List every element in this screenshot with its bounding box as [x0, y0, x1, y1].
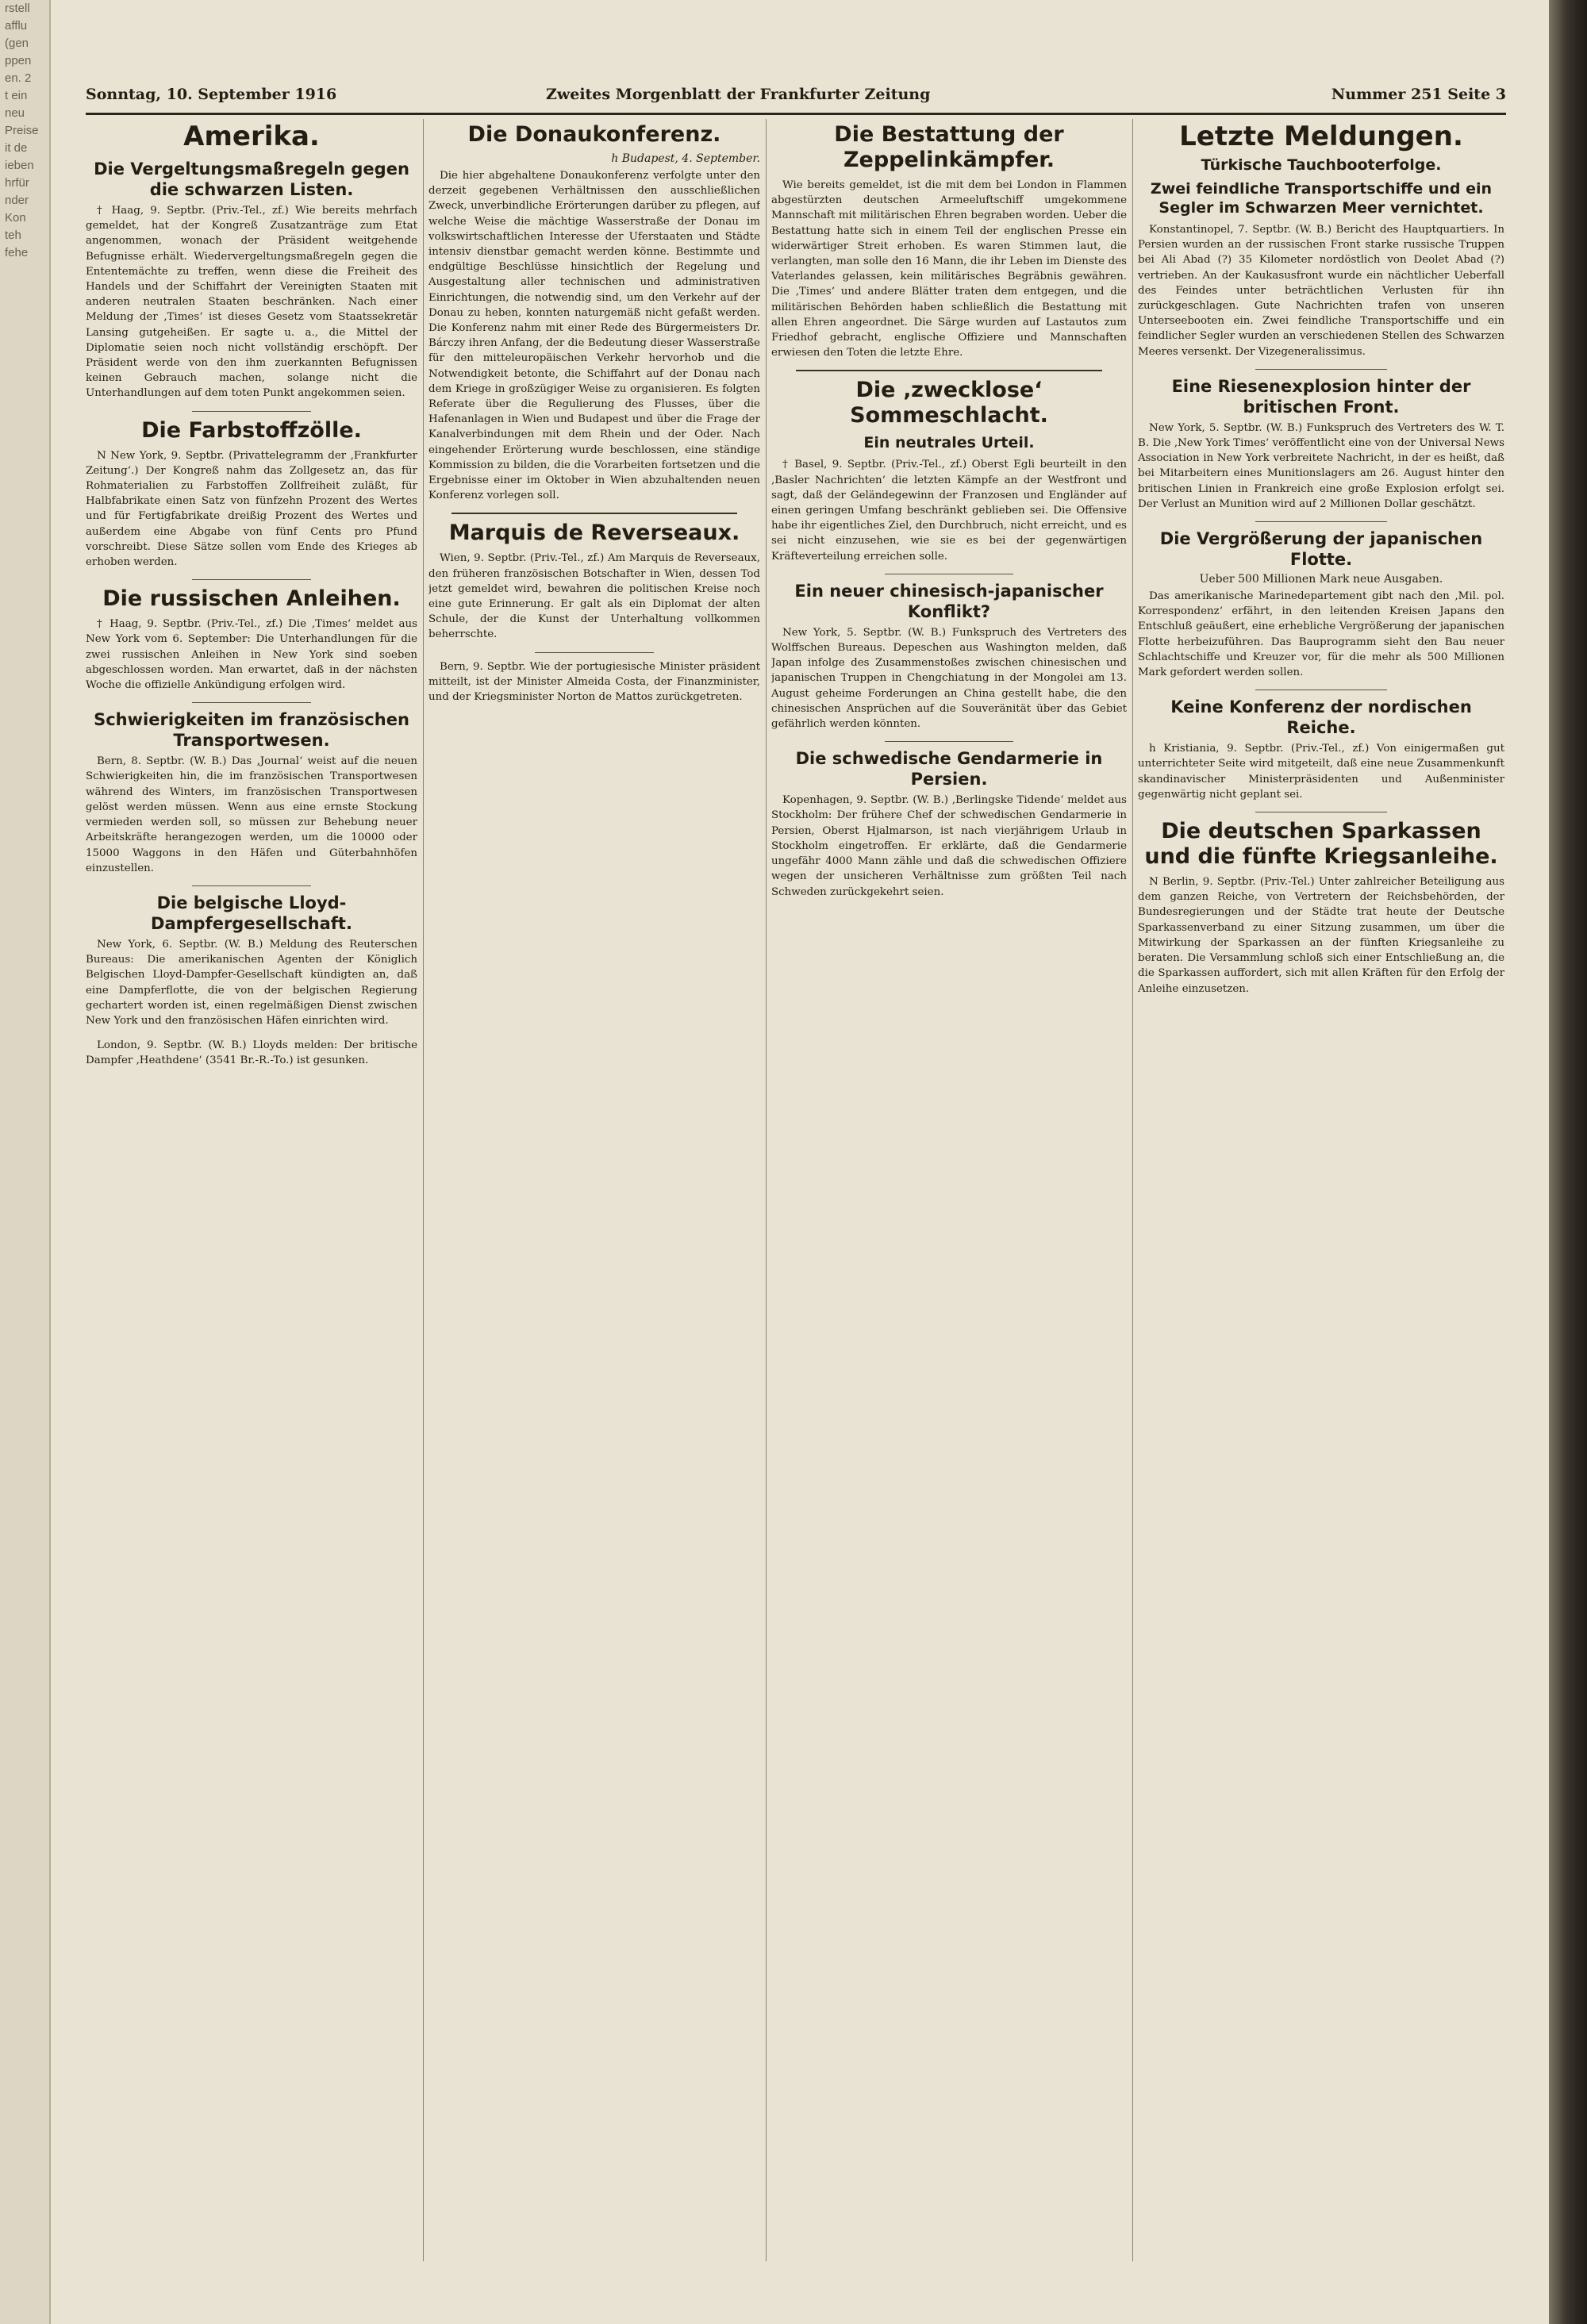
- article-body: London, 9. Septbr. (W. B.) Lloyds melden: Der britische Dampfer ‚Heathdene‘ (3541 Br.-R.-To.) ist gesunken.: [86, 1039, 417, 1067]
- article-body: Kopenhagen, 9. Septbr. (W. B.) ‚Berlingske Tidende‘ meldet aus Stockholm: Der frühere Chef der schwedischen Gendarmerie in Persien, Oberst Hjalmarson, ist nach vierjährigem Urlaub in Stockholm eingetroffen. Er erklärte, daß die Gendarmerie ungefähr 4000 Mann zähle und daß die schwedischen Offiziere wegen der unsicheren Verhältnisse zum größten Teil nach Schweden zurückgekehrt seien.: [771, 794, 1127, 898]
- article-subtitle: Ein neutrales Urteil.: [863, 434, 1035, 452]
- column-1: [86, 119, 417, 2261]
- article-title: Die Vergeltungsmaßregeln gegen die schwarzen Listen.: [94, 159, 409, 199]
- column-divider: [423, 119, 424, 2261]
- article-body: Konstantinopel, 7. Septbr. (W. B.) Bericht des Hauptquartiers. In Persien wurden an der russischen Front starke russische Truppen bei Ali Abad (?) 35 Kilometer nordöstlich von Deolet Abad (?) vertrieben. An der Kaukasusfront wurde ein nächtlicher Ueberfall des Feindes unter beträchtlichen Verlusten für ihn zurückgeschlagen. Gute Nachrichten trafen von unseren Unterseebooten ein. Zwei feindliche Transportschiffe und ein feindlicher Segler wurden an verschiedenen Stellen des Schwarzen Meeres versenkt. Der Vizegeneralissimus.: [1138, 224, 1504, 358]
- article-body: N New York, 9. Septbr. (Privattelegramm der ‚Frankfurter Zeitung‘.) Der Kongreß nahm das Zollgesetz an, das für Rohmaterialien zu Farbstoffen Zollfreiheit zuläßt, für Halbfabrikate einen Satz von fünfzehn Prozent des Wertes und für Fertigfabrikate dreißig Prozent des Wertes und außerdem eine Abgabe von fünf Cents pro Pfund vorschreibt. Diese Sätze sollen vom Ende des Krieges ab erhoben werden.: [86, 449, 417, 569]
- edge-text-fragment: en. 2: [5, 71, 32, 85]
- article-title: Keine Konferenz der nordischen Reiche.: [1170, 697, 1472, 738]
- article-body: N Berlin, 9. Septbr. (Priv.-Tel.) Unter zahlreicher Beteiligung aus dem ganzen Reiche, von Vertretern der Reichsbehörden, der Bundesregierungen und der Städte trat heute der Deutsche Sparkassenverband zu einer Sitzung zusammen, um über die Mitwirkung der Sparkassen an der fünften Kriegsanleihe zu beraten. Die Versammlung schloß sich einer Entschließung an, die die Sparkassen auffordert, sich mit allen Kräften für den Erfolg der Anleihe einzusetzen.: [1138, 876, 1504, 995]
- article-body: Wie bereits gemeldet, ist die mit dem bei London in Flammen abgestürzten deutschen Armeeluftschiff umgekommene Mannschaft mit militärischen Ehren begraben worden. Ueber die Bestattung hatte sich in einem Teil der englischen Presse ein widerwärtiger Streit erhoben. Es waren Stimmen laut, die verlangten, man solle den 16 Mann, die ihr Leben im Dienste des Vaterlandes gelassen, kein militärisches Begräbnis gewähren. Die ‚Times‘ und andere Blätter traten dem entgegen, und die militärischen Behörden haben schließlich die Bestattung mit allen Ehren angeordnet. Die Särge wurden auf Lastautos zum Friedhof gebracht, englische Offiziere und Mannschaften erwiesen den Toten die letzte Ehre.: [771, 179, 1127, 359]
- article-body: † Haag, 9. Septbr. (Priv.-Tel., zf.) Die ‚Times‘ meldet aus New York vom 6. September: Die Unterhandlungen für die zwei russischen Anleihen in New York sind soeben abgeschlossen worden. Man erwartet, daß in der nächsten Woche die offizielle Ankündigung erfolgen wird.: [86, 618, 417, 692]
- article: [1138, 121, 1504, 359]
- article-body: Das amerikanische Marinedepartement gibt nach den ‚Mil. pol. Korrespondenz‘ erfährt, in den leitenden Kreisen Japans den Entschluß geäußert, eine erhebliche Vergrößerung der japanischen Flotte herbeizuführen. Das Bauprogramm sieht den Bau neuer Schlachtschiffe und Kreuzer vor, für die mehr als 500 Millionen Mark gefordert werden sollen.: [1138, 590, 1504, 679]
- edge-text-fragment: rstell: [5, 2, 30, 15]
- article: [86, 418, 417, 570]
- edge-text-fragment: ieben: [5, 159, 34, 172]
- article-title: Die deutschen Sparkassen und die fünfte Kriegsanleihe.: [1144, 819, 1498, 870]
- article-title: Letzte Meldungen.: [1179, 121, 1463, 152]
- edge-text-fragment: hrfür: [5, 176, 29, 190]
- article-title: Die ‚zwecklose‘ Sommeschlacht.: [850, 378, 1048, 428]
- article-body: Die hier abgehaltene Donaukonferenz verfolgte unter den derzeit gegebenen Verhältnissen den ausschließlichen Zweck, unverbindliche Erörterungen darüber zu pflegen, auf welche Weise die mächtige Wasserstraße der Donau im volkswirtschaftlichen Interesse der Uferstaaten und Städte intensiv dienstbar gemacht werden könne. Bestimmte und endgültige Beschlüsse hinsichtlich der Regelung und Ausgestaltung aller technischen und administrativen Einrichtungen, die notwendig sind, um den Verkehr auf der Donau zu heben, konnten naturgemäß nicht gefaßt werden. Die Konferenz nahm mit einer Rede des Bürgermeisters Dr. Bárczy ihren Anfang, der die Bedeutung dieser Wasserstraße für den mitteleuropäischen Verkehr hervorhob und die Notwendigkeit betonte, die Schiffahrt auf der Donau nach dem Kriege in großzügiger Weise zu organisieren. Es folgten Referate über die Regulierung des Flusses, über die Hafenanlagen in Wien und Budapest und über die Frage der Kanalverbindungen mit dem Rhein und der Oder. Nach eingehender Erörterung wurde beschlossen, eine ständige Kommission zu bilden, die die Vorarbeiten fortsetzen und die Ergebnisse einer im Oktober in Wien abzuhaltenden neuen Konferenz vorlegen soll.: [428, 170, 760, 502]
- article-title: Die Donaukonferenz.: [467, 122, 721, 147]
- edge-text-fragment: neu: [5, 106, 25, 120]
- article-title: Die schwedische Gendarmerie in Persien.: [795, 749, 1103, 789]
- article: [86, 159, 417, 401]
- article-title: Die Farbstoffzölle.: [141, 417, 362, 443]
- column-4: [1138, 119, 1504, 2261]
- previous-page-edge: [0, 0, 51, 2324]
- article: [428, 520, 760, 642]
- article-body: h Kristiania, 9. Septbr. (Priv.-Tel., zf.) Von einigermaßen gut unterrichteter Seite wird mitgeteilt, daß eine neue Zusammenkunft skandinavischer Ministerpräsidenten und Außenminister gegenwärtig nicht geplant sei.: [1138, 743, 1504, 801]
- column-divider: [1132, 119, 1133, 2261]
- article-title: Die Vergrößerung der japanischen Flotte.: [1159, 529, 1483, 570]
- edge-text-fragment: Preise: [5, 124, 39, 137]
- article-title: Die belgische Lloyd-Dampfergesellschaft.: [151, 893, 352, 933]
- column-divider: [766, 119, 767, 2261]
- article-body: Bern, 8. Septbr. (W. B.) Das ‚Journal‘ weist auf die neuen Schwierigkeiten hin, die im französischen Transportwesen während des Winters, im französischen Transportwesen gelöst werden müssen. Wenn aus eine ernste Stockung vermieden werden soll, so müssen zur Behebung neuer Arbeitskräfte herangezogen werden, um die 10000 oder 15000 Waggons in den Häfen und Güterbahnhöfen einzustellen.: [86, 755, 417, 874]
- article-title: Die Bestattung der Zeppelinkämpfer.: [834, 122, 1064, 172]
- edge-text-fragment: ppen: [5, 54, 32, 67]
- column-3: [771, 119, 1127, 2261]
- article-title: Eine Riesenexplosion hinter der britischen Front.: [1171, 376, 1471, 417]
- article-body: New York, 5. Septbr. (W. B.) Funkspruch des Vertreters des W. T. B. Die ‚New York Times‘ veröffentlicht eine von der Universal News Association in New York verbreitete Nachricht, in der es heißt, daß bei Mitarbeitern eines Munitionslagers am 26. August hinter den britischen Linien in Frankreich eine große Explosion erfolgt sei. Der Verlust an Munition wird auf 2 Millionen Dollar geschätzt.: [1138, 421, 1504, 510]
- article: [86, 586, 417, 693]
- header-rule: [86, 113, 1506, 115]
- page-header: [86, 86, 1506, 108]
- edge-text-fragment: afflu: [5, 19, 28, 33]
- edge-text-fragment: (gen: [5, 36, 29, 50]
- edge-text-fragment: nder: [5, 194, 29, 207]
- article: [86, 709, 417, 876]
- article-body: Bern, 9. Septbr. Wie der portugiesische Minister präsident mitteilt, ist der Minister Almeida Costa, der Finanzminister, und der Kriegsminister Norton de Mattos zurückgetreten.: [428, 660, 760, 704]
- article-title: Ein neuer chinesisch-japanischer Konflikt?: [794, 581, 1104, 621]
- article: [1138, 819, 1504, 997]
- article: [428, 659, 760, 705]
- edge-text-fragment: teh: [5, 229, 21, 242]
- article-subtitle: Zwei feindliche Transportschiffe und ein Segler im Schwarzen Meer vernichtet.: [1150, 180, 1493, 217]
- edge-text-fragment: fehe: [5, 246, 29, 259]
- article: [771, 581, 1127, 732]
- article-body: † Haag, 9. Septbr. (Priv.-Tel., zf.) Wie bereits mehrfach gemeldet, hat der Kongreß Zusatzanträge zum Etat angenommen, wonach der Präsident weitgehende Befugnisse erhält. Wiedervergeltungsmaßregeln gegen die Ententemächte zu treffen, wenn diese die Freiheit des Handels und der Schiffahrt der Vereinigten Staaten mit anderen neutralen Staaten beschränken. Nach einer Meldung der ‚Times‘ ist dieses Gesetz vom Staatssekretär Lansing gutgeheißen. Er sagte u. a., die Mittel der Diplomatie seien noch nicht vollständig erschöpft. Der Präsident werde von den ihm zuerkannten Befugnissen keinen Gebrauch machen, solange nicht die Unterhandlungen auf dem toten Punkt angekommen seien.: [86, 205, 417, 400]
- header-masthead: Zweites Morgenblatt der Frankfurter Zeitung: [546, 86, 931, 103]
- article-body: † Basel, 9. Septbr. (Priv.-Tel., zf.) Oberst Egli beurteilt in den ‚Basler Nachrichten‘ die letzten Kämpfe an der Westfront und sagt, daß der Geländegewinn der Franzosen und Engländer auf einen geringen Umfang beschränkt geblieben sei. Die Offensive habe ihr eigentliches Ziel, den Durchbruch, nicht erreicht, und es sei nicht einzusehen, wie sie es bei der gegenwärtigen Kräfteverteilung erreichen solle.: [771, 459, 1127, 563]
- article-body: New York, 5. Septbr. (W. B.) Funkspruch des Vertreters des Wolffschen Bureaus. Depeschen aus Washington melden, daß Japan infolge des Zusammenstoßes zwischen chinesischen und japanischen Truppen in Chengchiatung in der Mongolei am 13. August geheime Forderungen an China gestellt habe, die den chinesischen Ansprüchen auf die Souveränität über das Gebiet gefährlich werden könnten.: [771, 626, 1127, 731]
- edge-text-fragment: t ein: [5, 89, 28, 102]
- article-title: Die russischen Anleihen.: [102, 586, 401, 612]
- header-page-number: Nummer 251 Seite 3: [1331, 86, 1506, 103]
- header-date: Sonntag, 10. September 1916: [86, 86, 337, 103]
- article: [428, 122, 760, 503]
- article: [86, 1038, 417, 1068]
- article-body: New York, 6. Septbr. (W. B.) Meldung des Reuterschen Bureaus: Die amerikanischen Agenten der Königlich Belgischen Lloyd-Dampfer-Gesellschaft kündigten an, daß eine Dampferflotte, die von der belgischen Regierung gechartert worden ist, einen regelmäßigen Dienst zwischen New York und den französischen Häfen einrichten wird.: [86, 938, 417, 1027]
- edge-text-fragment: it de: [5, 141, 28, 155]
- article: [771, 748, 1127, 899]
- article: [771, 378, 1127, 563]
- edge-text-fragment: Kon: [5, 211, 26, 225]
- article-subtitle: Türkische Tauchbooterfolge.: [1201, 156, 1442, 174]
- section-heading: Amerika.: [183, 121, 320, 152]
- article: [1138, 697, 1504, 802]
- article-kicker: Ueber 500 Millionen Mark neue Ausgaben.: [1199, 573, 1443, 586]
- article-title: Marquis de Reverseaux.: [448, 520, 740, 546]
- column-2: [428, 119, 760, 2261]
- book-binding-edge: [1549, 0, 1587, 2324]
- article-title: Schwierigkeiten im französischen Transportwesen.: [94, 710, 409, 751]
- article: [1138, 376, 1504, 512]
- article: [1138, 528, 1504, 680]
- article: [771, 122, 1127, 360]
- article: [86, 893, 417, 1028]
- article-dateline: h Budapest, 4. September.: [611, 152, 760, 165]
- article-body: Wien, 9. Septbr. (Priv.-Tel., zf.) Am Marquis de Reverseaux, den früheren französischen Botschafter in Wien, dessen Tod jetzt gemeldet wird, bewahren die politischen Kreise noch eine gute Erinnerung. Er galt als ein Diplomat der alten Schule, der die Kunst der Unterhaltung vollkommen beherrschte.: [428, 552, 760, 641]
